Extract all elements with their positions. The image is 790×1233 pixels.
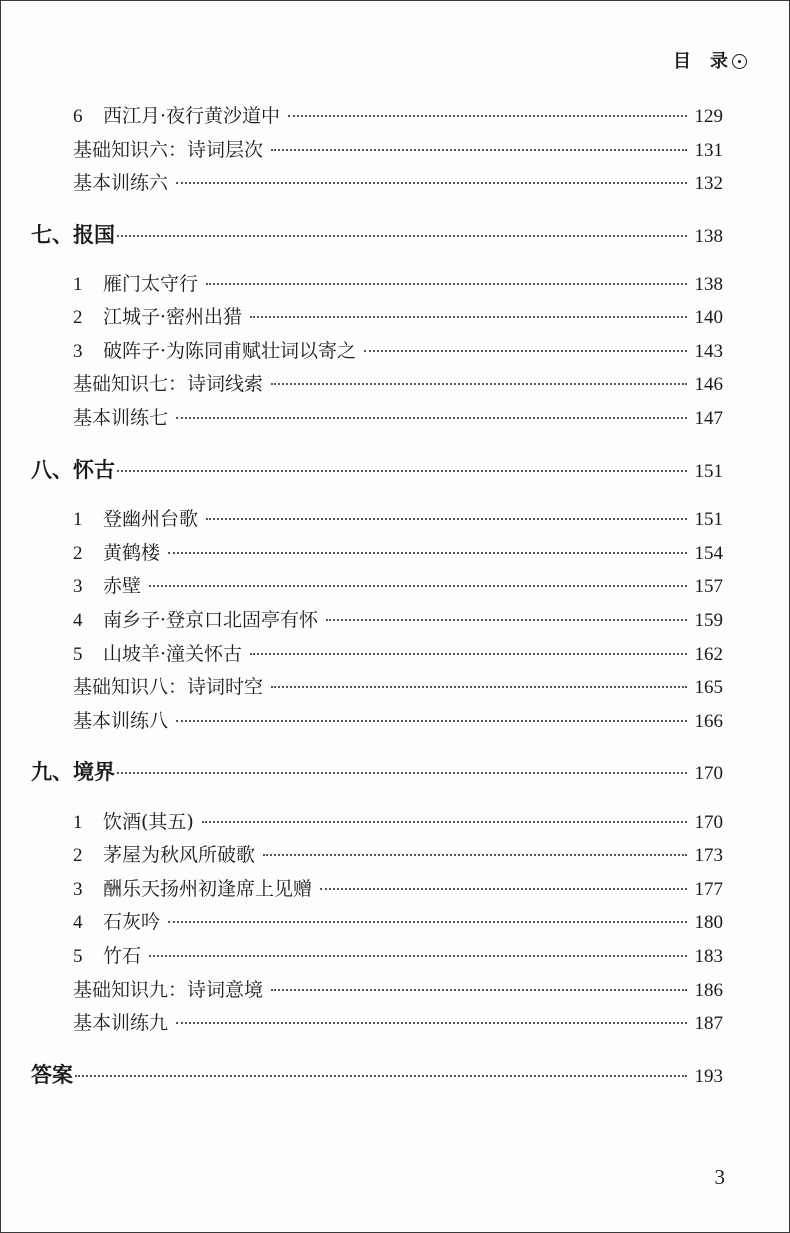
entry-number: 3 [73,879,83,900]
toc-entry[interactable] [73,135,723,165]
entry-page: 193 [694,1066,723,1087]
running-header [673,47,747,73]
toc-entry[interactable] [73,336,723,366]
header-text-lu: 录 [710,51,729,72]
entry-number: 2 [73,543,83,564]
entry-title: 江城子·密州出猎 [103,306,243,328]
entry-number: 2 [73,307,83,328]
toc-entry[interactable] [73,874,723,904]
entry-title: 登幽州台歌 [103,508,199,530]
dot-leader [117,469,687,472]
dot-leader [117,771,687,774]
entry-page: 147 [694,408,723,429]
entry-title: 西江月·夜行黄沙道中 [103,105,281,127]
dot-leader [206,282,686,285]
entry-title: 雁门太守行 [103,273,199,295]
dot-leader [149,954,686,957]
chapter-title: 八、怀古 [31,458,115,482]
toc-chapter[interactable] [31,1060,723,1090]
toc-entry[interactable] [73,706,723,736]
entry-page: 129 [694,106,723,127]
dot-leader [271,685,686,688]
toc-entry[interactable] [73,672,723,702]
entry-page: 151 [694,461,723,482]
dot-leader [117,234,687,237]
entry-title: 基本训练八 [73,710,169,732]
entry-title: 基础知识九：诗词意境 [73,979,264,1001]
entry-number: 4 [73,912,83,933]
dot-leader [271,148,686,151]
entry-page: 162 [694,644,723,665]
toc-entry[interactable] [73,168,723,198]
toc-entry[interactable] [73,269,723,299]
entry-number: 1 [73,274,83,295]
dot-leader [168,551,686,554]
entry-title: 基础知识八：诗词时空 [73,676,264,698]
entry-title: 赤壁 [103,575,142,597]
dot-leader [149,584,686,587]
entry-title: 破阵子·为陈同甫赋壮词以寄之 [103,340,357,362]
entry-number: 6 [73,106,83,127]
toc-entry[interactable] [73,639,723,669]
entry-page: 166 [694,711,723,732]
toc-entry[interactable] [73,504,723,534]
toc-entry[interactable] [73,975,723,1005]
entry-title: 茅屋为秋风所破歌 [103,844,256,866]
header-text-mu: 目 [673,51,692,72]
dot-leader [176,1021,686,1024]
toc-entry[interactable] [73,571,723,601]
entry-title: 基础知识七：诗词线索 [73,373,264,395]
entry-page: 187 [694,1013,723,1034]
toc-entry[interactable] [73,1008,723,1038]
toc-entry[interactable] [73,605,723,635]
dot-leader [326,618,686,621]
entry-title: 南乡子·登京口北固亭有怀 [103,609,319,631]
entry-page: 131 [694,140,723,161]
entry-page: 186 [694,980,723,1001]
toc-entry[interactable] [73,302,723,332]
entry-page: 151 [694,509,723,530]
entry-title: 基础知识六：诗词层次 [73,139,264,161]
chapter-title: 九、境界 [31,760,115,784]
entry-title: 黄鹤楼 [103,542,161,564]
entry-page: 154 [694,543,723,564]
entry-page: 132 [694,173,723,194]
entry-number: 3 [73,576,83,597]
entry-title: 饮酒(其五) [103,811,194,833]
entry-page: 138 [694,274,723,295]
dot-leader [364,349,686,352]
dot-leader [263,853,686,856]
toc-chapter[interactable] [31,220,723,250]
chapter-title: 答案 [31,1063,73,1087]
entry-title: 基本训练六 [73,172,169,194]
entry-page: 173 [694,845,723,866]
dot-leader [176,719,686,722]
entry-title: 基本训练七 [73,407,169,429]
dot-leader [75,1074,687,1077]
entry-page: 143 [694,341,723,362]
entry-page: 177 [694,879,723,900]
dot-leader [250,315,686,318]
dot-leader [168,920,686,923]
toc-entry[interactable] [73,941,723,971]
entry-number: 3 [73,341,83,362]
dot-leader [271,382,686,385]
entry-title: 基本训练九 [73,1012,169,1034]
toc-entry[interactable] [73,840,723,870]
entry-page: 138 [694,226,723,247]
entry-page: 170 [694,812,723,833]
dot-leader [250,652,686,655]
toc-entry[interactable] [73,538,723,568]
entry-page: 159 [694,610,723,631]
dot-leader [176,416,686,419]
entry-page: 140 [694,307,723,328]
toc-chapter[interactable] [31,757,723,787]
entry-number: 1 [73,812,83,833]
dot-leader [176,181,686,184]
dot-leader [202,820,687,823]
dot-leader [271,988,686,991]
toc-chapter[interactable] [31,455,723,485]
chapter-title: 七、报国 [31,223,115,247]
entry-page: 165 [694,677,723,698]
toc-entry[interactable] [73,907,723,937]
entry-number: 5 [73,644,83,665]
entry-title: 竹石 [103,945,142,967]
entry-number: 4 [73,610,83,631]
page-folio: 3 [714,1165,725,1189]
entry-title: 酬乐天扬州初逢席上见赠 [103,878,313,900]
entry-page: 146 [694,374,723,395]
dot-leader [288,114,686,117]
toc-entry[interactable] [73,403,723,433]
entry-number: 2 [73,845,83,866]
entry-title: 山坡羊·潼关怀古 [103,643,243,665]
entry-page: 183 [694,946,723,967]
entry-page: 170 [694,763,723,784]
toc-entry[interactable] [73,101,723,131]
circle-dot-icon [732,54,747,69]
dot-leader [320,887,686,890]
entry-number: 1 [73,509,83,530]
entry-title: 石灰吟 [103,911,161,933]
toc-entry[interactable] [73,807,723,837]
entry-number: 5 [73,946,83,967]
dot-leader [206,517,686,520]
entry-page: 180 [694,912,723,933]
toc-entry[interactable] [73,369,723,399]
entry-page: 157 [694,576,723,597]
